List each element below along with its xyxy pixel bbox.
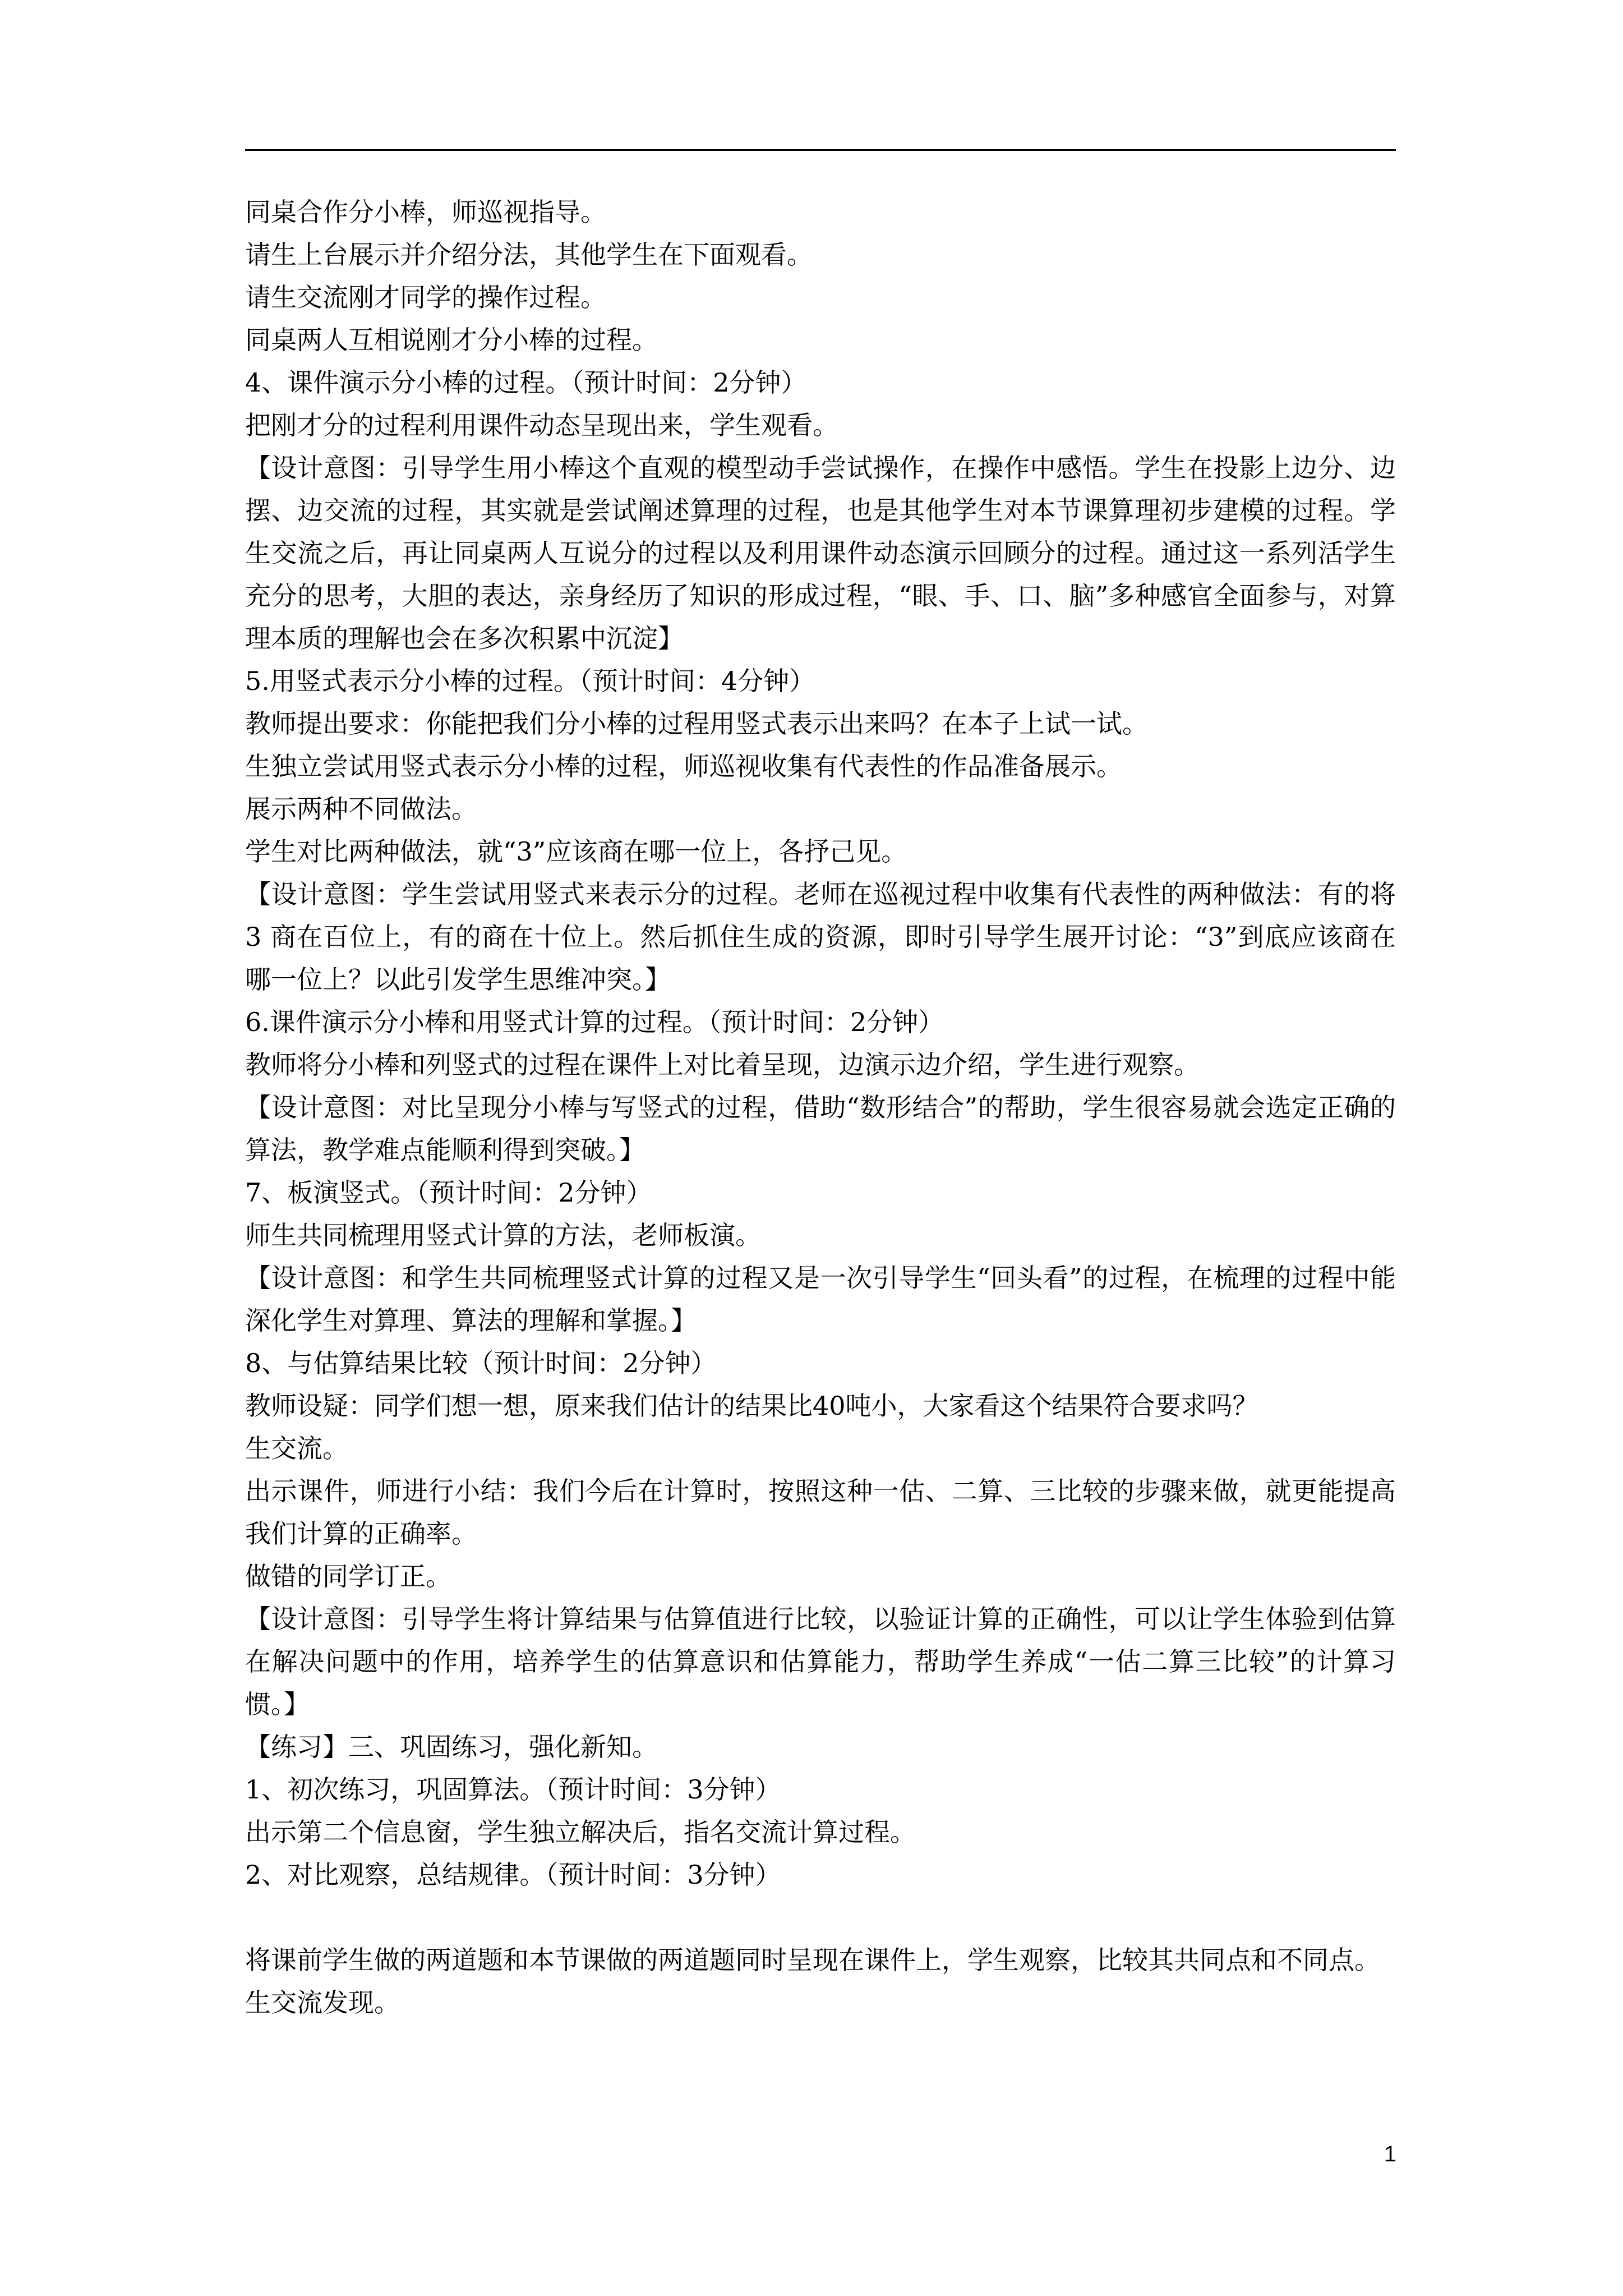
paragraph-18: 师生共同梳理用竖式计算的方法，老师板演。 — [245, 1220, 761, 1250]
practice-step-1: 1、初次练习，巩固算法。（预计时间：3分钟） — [245, 1774, 781, 1805]
paragraph-11: 展示两种不同做法。 — [245, 794, 477, 824]
blank-line — [245, 1896, 1396, 1939]
paragraph-6: 把刚才分的过程利用课件动态呈现出来，学生观看。 — [245, 410, 838, 440]
section-heading-7: 7、板演竖式。（预计时间：2分钟） — [245, 1177, 652, 1208]
body-text — [245, 191, 1396, 2024]
paragraph-28: 出示第二个信息窗，学生独立解决后，指名交流计算过程。 — [245, 1817, 916, 1847]
section-heading-6: 6.课件演示分小棒和用竖式计算的过程。（预计时间：2分钟） — [245, 1007, 944, 1037]
design-intent-2: 【设计意图：学生尝试用竖式来表示分的过程。老师在巡视过程中收集有代表性的两种做法：有的将3 商在百位上，有的商在十位上。然后抓住生成的资源，即时引导学生展开讨论：“3”到底应该商在哪一位上？以此引发学生思维冲突。】 — [245, 879, 1396, 995]
paragraph-4: 同桌两人互相说刚才分小棒的过程。 — [245, 325, 658, 355]
paragraph-12: 学生对比两种做法，就“3”应该商在哪一位上，各抒己见。 — [245, 836, 907, 867]
section-heading-8: 8、与估算结果比较（预计时间：2分钟） — [245, 1348, 717, 1378]
paragraph-9: 教师提出要求：你能把我们分小棒的过程用竖式表示出来吗？在本子上试一试。 — [245, 708, 1148, 739]
section-heading-5: 5.用竖式表示分小棒的过程。（预计时间：4分钟） — [245, 666, 815, 696]
paragraph-22: 生交流。 — [245, 1433, 348, 1464]
paragraph-30: 将课前学生做的两道题和本节课做的两道题同时呈现在课件上，学生观察，比较其共同点和不同点。 — [245, 1945, 1380, 1975]
section-heading-4: 4、课件演示分小棒的过程。（预计时间：2分钟） — [245, 367, 807, 398]
page-number: 1 — [1384, 2142, 1396, 2166]
paragraph-31: 生交流发现。 — [245, 1987, 400, 2018]
header-rule — [245, 149, 1396, 151]
paragraph-23: 出示课件，师进行小结：我们今后在计算时，按照这种一估、二算、三比较的步骤来做，就更能提高我们计算的正确率。 — [245, 1476, 1396, 1549]
design-intent-4: 【设计意图：和学生共同梳理竖式计算的过程又是一次引导学生“回头看”的过程，在梳理的过程中能深化学生对算理、算法的理解和掌握。】 — [245, 1263, 1396, 1336]
paragraph-3: 请生交流刚才同学的操作过程。 — [245, 282, 606, 312]
practice-heading: 【练习】三、巩固练习，强化新知。 — [245, 1732, 658, 1762]
design-intent-3: 【设计意图：对比呈现分小棒与写竖式的过程，借助“数形结合”的帮助，学生很容易就会选定正确的算法，教学难点能顺利得到突破。】 — [245, 1092, 1396, 1165]
paragraph-10: 生独立尝试用竖式表示分小棒的过程，师巡视收集有代表性的作品准备展示。 — [245, 751, 1122, 781]
paragraph-2: 请生上台展示并介绍分法，其他学生在下面观看。 — [245, 240, 813, 270]
design-intent-1: 【设计意图：引导学生用小棒这个直观的模型动手尝试操作，在操作中感悟。学生在投影上边分、边摆、边交流的过程，其实就是尝试阐述算理的过程，也是其他学生对本节课算理初步建模的过程。学生交流之后，再让同桌两人互说分的过程以及利用课件动态演示回顾分的过程。通过这一系列活学生充分的思考，大胆的表达，亲身经历了知识的形成过程，“眼、手、口、脑”多种感官全面参与，对算理本质的理解也会在多次积累中沉淀】 — [245, 453, 1396, 654]
paragraph-21: 教师设疑：同学们想一想，原来我们估计的结果比40吨小，大家看这个结果符合要求吗？ — [245, 1391, 1258, 1421]
paragraph-15: 教师将分小棒和列竖式的过程在课件上对比着呈现，边演示边介绍，学生进行观察。 — [245, 1050, 1200, 1080]
paragraph-24: 做错的同学订正。 — [245, 1561, 451, 1591]
paragraph-1: 同桌合作分小棒，师巡视指导。 — [245, 197, 606, 227]
design-intent-5: 【设计意图：引导学生将计算结果与估算值进行比较，以验证计算的正确性，可以让学生体验到估算在解决问题中的作用，培养学生的估算意识和估算能力，帮助学生养成“一估二算三比较”的计算习惯。】 — [245, 1604, 1396, 1719]
practice-step-2: 2、对比观察，总结规律。（预计时间：3分钟） — [245, 1860, 781, 1890]
